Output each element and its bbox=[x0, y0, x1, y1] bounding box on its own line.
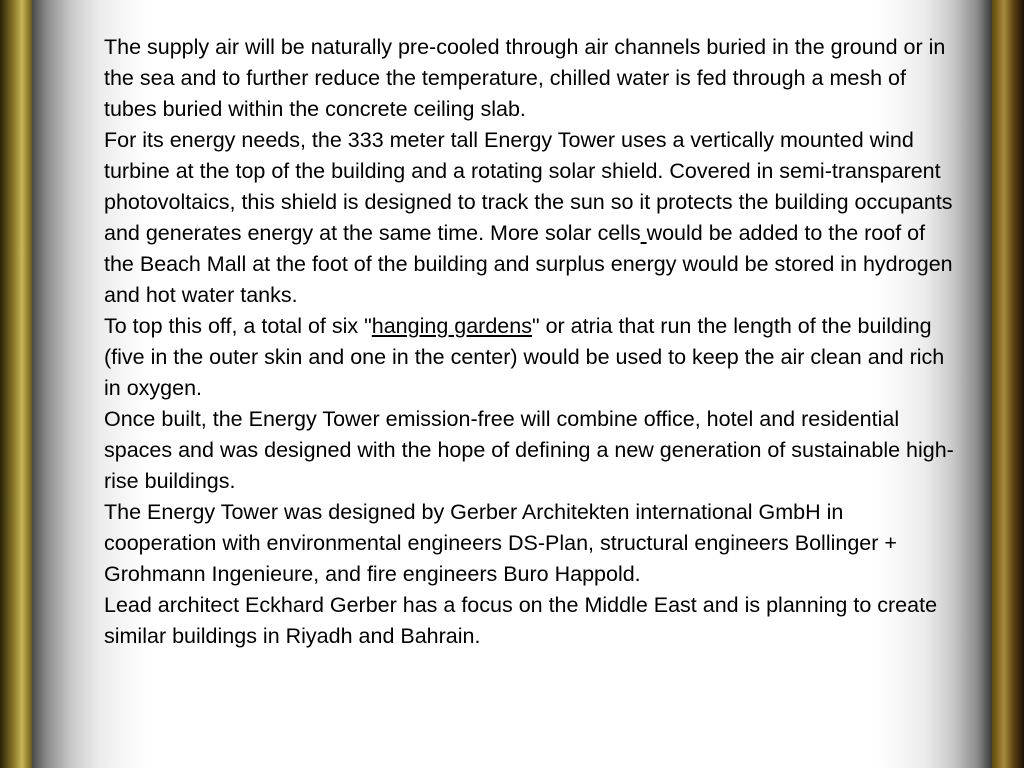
paragraph-hanging-gardens-text: To top this off, a total of six " bbox=[104, 314, 372, 338]
paragraph-hanging-gardens bbox=[104, 311, 954, 404]
slide-panel bbox=[32, 0, 992, 768]
paragraph-lead-architect: Lead architect Eckhard Gerber has a focus on the Middle East and is planning to create similar buildings in Riyadh and Bahrain. bbox=[104, 593, 938, 648]
slide-body-text bbox=[104, 32, 954, 652]
paragraph-once-built: Once built, the Energy Tower emission-free will combine office, hotel and residential spaces and was designed with the hope of defining a new generation of sustainable high-rise buildings. bbox=[104, 407, 954, 493]
paragraph-designed-by: The Energy Tower was designed by Gerber Architekten international GmbH in cooperation with environmental engineers DS-Plan, structural engineers Bollinger + Grohmann Ingenieure, and fire engineers Buro Happold. bbox=[104, 500, 897, 586]
paragraph-supply-air: The supply air will be naturally pre-cooled through air channels buried in the ground or in the sea and to further reduce the temperature, chilled water is fed through a mesh of tubes buried within the concrete ceiling slab. bbox=[104, 35, 946, 121]
paragraph-energy-needs bbox=[104, 125, 954, 311]
paragraph-energy-needs-text: For its energy needs, the 333 meter tall Energy Tower uses a vertically mounted wind turbine at the top of the building and a rotating solar shield. Covered in semi-transparent photovoltaics, this shield is designed to track the sun so it protects the building occupants and generates energy at the same time. More solar cells bbox=[104, 128, 953, 245]
paragraph-hanging-gardens-text-cont: " or atria that run the length of the building (five in the outer skin and one in the center) would be used to keep the air clean and rich in oxygen. bbox=[104, 314, 945, 400]
hanging-gardens-link[interactable]: hanging gardens bbox=[371, 314, 532, 338]
paragraph-energy-needs-text-cont: would be added to the roof of the Beach Mall at the foot of the building and surplus energy would be stored in hydrogen and hot water tanks. bbox=[104, 221, 953, 307]
